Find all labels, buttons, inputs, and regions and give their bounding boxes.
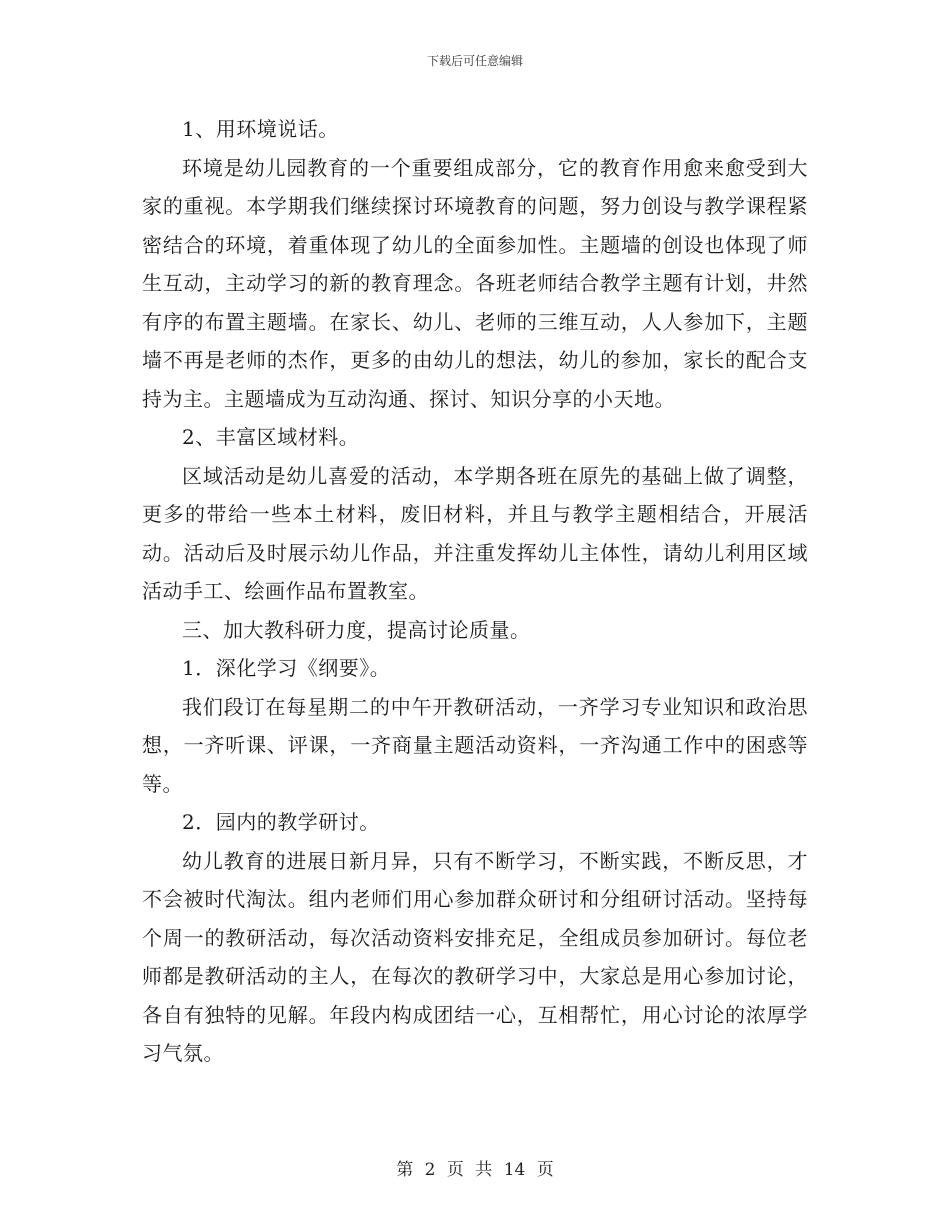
paragraph-study-outline: 我们段订在每星期二的中午开教研活动，一齐学习专业知识和政治思想，一齐听课、评课，一齐商量主题活动资料，一齐沟通工作中的困惑等等。 [142, 694, 808, 796]
paragraph-area-materials: 区域活动是幼儿喜爱的活动，本学期各班在原先的基础上做了调整，更多的带给一些本土材料，废旧材料，并且与教学主题相结合，开展活动。活动后及时展示幼儿作品，并注重发挥幼儿主体性，请幼儿利用区域活动手工、绘画作品布置教室。 [142, 463, 808, 603]
subheading-study-outline: 1．深化学习《纲要》。 [182, 656, 391, 680]
subheading-teaching-research: 2．园内的教学研讨。 [182, 810, 380, 834]
paragraph-teaching-research: 幼儿教育的进展日新月异，只有不断学习，不断实践，不断反思，才不会被时代淘汰。组内老师们用心参加群众研讨和分组研讨活动。坚持每个周一的教研活动，每次活动资料安排充足，全组成员参加研讨。每位老师都是教研活动的主人，在每次的教研学习中，大家总是用心参加讨论，各自有独特的见解。年段内构成团结一心，互相帮忙，用心讨论的浓厚学习气氛。 [142, 848, 808, 1065]
section-heading-research: 三、加大教科研力度，提高讨论质量。 [182, 617, 531, 642]
section-heading-area-materials: 2、丰富区域材料。 [182, 425, 360, 449]
page-number-footer: 第 2 页 共 14 页 [396, 1160, 554, 1180]
document-body [142, 110, 808, 1073]
page-header-note: 下载后可任意编辑 [426, 54, 523, 68]
section-heading-environment: 1、用环境说话。 [182, 117, 339, 141]
paragraph-environment: 环境是幼儿园教育的一个重要组成部分，它的教育作用愈来愈受到大家的重视。本学期我们继续探讨环境教育的问题，努力创设与教学课程紧密结合的环境，着重体现了幼儿的全面参加性。主题墙的创设也体现了师生互动，主动学习的新的教育理念。各班老师结合教学主题有计划，井然有序的布置主题墙。在家长、幼儿、老师的三维互动，人人参加下，主题墙不再是老师的杰作，更多的由幼儿的想法，幼儿的参加，家长的配合支持为主。主题墙成为互动沟通、探讨、知识分享的小天地。 [142, 155, 808, 411]
